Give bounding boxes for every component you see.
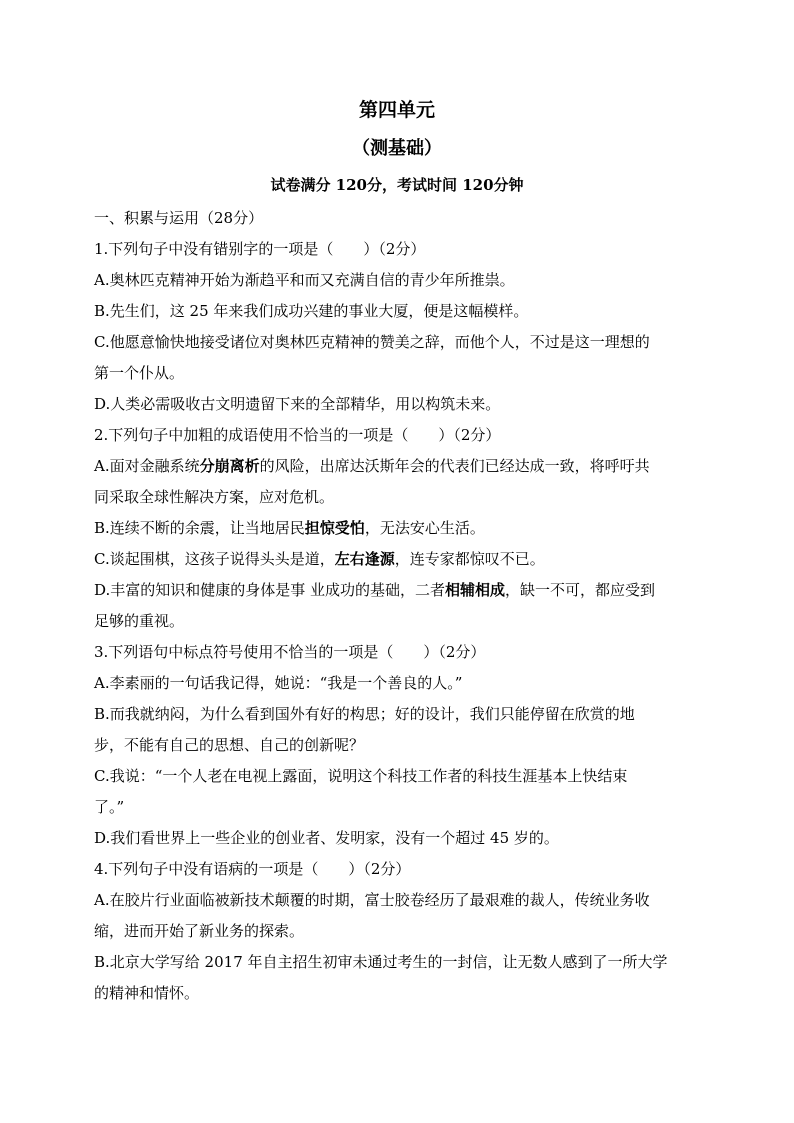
question-1-option-b: B.先生们，这 25 年来我们成功兴建的事业大厦，便是这幅模样。 (94, 302, 529, 320)
option-text: D.丰富的知识和健康的身体是事 业成功的基础，二者 (94, 581, 446, 599)
document-body (94, 203, 704, 1009)
question-2-option-c (94, 544, 704, 575)
bold-idiom: 相辅相成 (445, 581, 506, 599)
subtitle: （测基础） (352, 138, 442, 159)
question-1-option-c-cont: 第一个仆从。 (94, 364, 185, 382)
question-3-option-b: B.而我就纳闷，为什么看到国外有好的构思；好的设计，我们只能停留在欣赏的地 (94, 705, 635, 723)
question-2-option-d-cont: 足够的重视。 (94, 612, 185, 630)
question-3-option-c: C.我说：“一个人老在电视上露面，说明这个科技工作者的科技生涯基本上快结束 (94, 767, 628, 785)
option-text: ，连专家都惊叹不已。 (394, 550, 545, 568)
question-3-option-a: A.李素丽的一句话我记得，她说：“我是一个善良的人。” (94, 674, 463, 692)
unit-title: 第四单元 (358, 99, 435, 121)
question-3-option-d: D.我们看世界上一些企业的创业者、发明家，没有一个超过 45 岁的。 (94, 829, 559, 847)
question-1-option-c: C.他愿意愉快地接受诸位对奥林匹克精神的赞美之辞，而他个人，不过是这一理想的 (94, 333, 650, 351)
question-1-stem: 1.下列句子中没有错别字的一项是（ ）（2分） (94, 240, 426, 258)
question-1-option-d: D.人类必需吸收古文明遗留下来的全部精华，用以构筑未来。 (94, 395, 501, 413)
question-2-option-b (94, 513, 704, 544)
question-3-option-c-cont: 了。” (94, 798, 125, 816)
option-text: B.连续不断的余震，让当地居民 (94, 519, 305, 537)
question-4-option-a: A.在胶片行业面临被新技术颠覆的时期，富士胶卷经历了最艰难的裁人，传统业务收 (94, 891, 650, 909)
question-3-option-b-cont: 步，不能有自己的思想、自己的创新呢？ (94, 736, 365, 754)
question-4-option-b: B.北京大学写给 2017 年自主招生初审未通过考生的一封信，让无数人感到了一所大学 (94, 953, 668, 971)
option-text: ，缺一不可，都应受到 (505, 581, 656, 599)
question-2-stem: 2.下列句子中加粗的成语使用不恰当的一项是（ ）（2分） (94, 426, 501, 444)
question-3-stem: 3.下列语句中标点符号使用不恰当的一项是（ ）（2分） (94, 643, 486, 661)
question-4-option-b-cont: 的精神和情怀。 (94, 984, 200, 1002)
question-2-option-a-cont: 同采取全球性解决方案，应对危机。 (94, 488, 335, 506)
option-text: C.谈起围棋，这孩子说得头头是道， (94, 550, 335, 568)
question-2-option-d (94, 575, 704, 606)
bold-idiom: 担惊受怕 (304, 519, 365, 537)
option-text: ，无法安心生活。 (364, 519, 485, 537)
option-text: 的风险，出席达沃斯年会的代表们已经达成一致，将呼吁共 (259, 457, 650, 475)
exam-info: 试卷满分 120分，考试时间 120分钟 (270, 176, 524, 194)
bold-idiom: 左右逢源 (334, 550, 395, 568)
question-4-option-a-cont: 缩，进而开始了新业务的探索。 (94, 922, 305, 940)
question-4-stem: 4.下列句子中没有语病的一项是（ ）（2分） (94, 860, 411, 878)
bold-idiom: 分崩离析 (199, 457, 260, 475)
section-heading: 一、积累与运用（28分） (94, 209, 264, 227)
question-2-option-a (94, 451, 704, 482)
option-text: A.面对金融系统 (94, 457, 200, 475)
question-1-option-a: A.奥林匹克精神开始为渐趋平和而又充满自信的青少年所推祟。 (94, 271, 515, 289)
